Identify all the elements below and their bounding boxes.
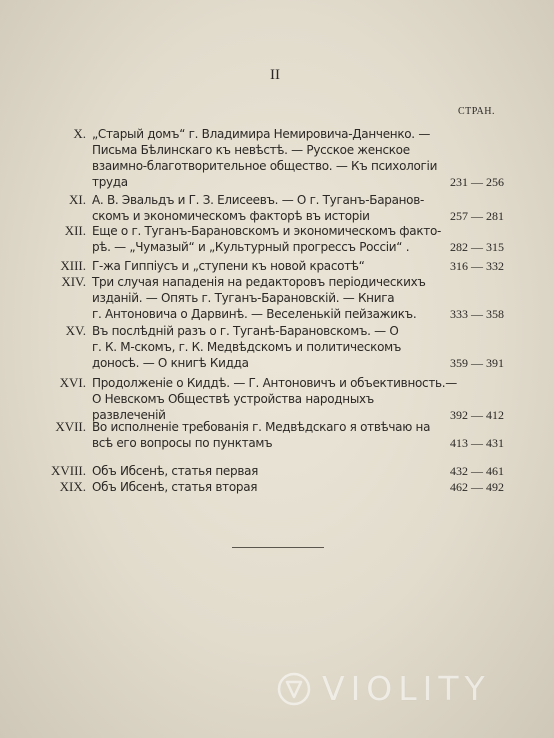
page-range: 316 — 332 <box>450 259 504 273</box>
page-range: 462 — 492 <box>450 480 504 494</box>
violity-logo-icon <box>276 671 312 707</box>
entry-title-line: Продолженіе о Киддѣ. — Г. Антоновичъ и объективность.— <box>92 376 457 390</box>
entry-title-line: всѣ его вопросы по пунктамъ <box>92 436 273 450</box>
entry-title-line: О Невскомъ Обществѣ устройства народныхъ <box>92 392 374 406</box>
chapter-numeral: XIV. <box>61 274 86 289</box>
entry-title-line: г. К. М-скомъ, г. К. Медвѣдскомъ и политическомъ <box>92 340 402 354</box>
entry-title-line: труда <box>92 175 128 189</box>
page-number: II <box>270 67 280 83</box>
page-range: 231 — 256 <box>450 175 504 189</box>
entry-title-line: А. В. Эвальдъ и Г. З. Елисеевъ. — О г. Туганъ-Баранов- <box>92 193 425 207</box>
entry-title-line: рѣ. — „Чумазый“ и „Культурный прогрессъ Россіи“ . <box>92 240 410 254</box>
entry-title-line: изданій. — Опять г. Туганъ-Барановскій. — Книга <box>92 291 395 305</box>
chapter-numeral: X. <box>73 126 86 141</box>
chapter-numeral: XIII. <box>60 258 86 273</box>
chapter-numeral: XIX. <box>59 479 86 494</box>
entry-title-line: Во исполненіе требованія г. Медвѣдскаго я отвѣчаю на <box>92 420 431 434</box>
chapter-numeral: XII. <box>64 223 86 238</box>
entry-title-line: Три случая нападенія на редакторовъ періодическихъ <box>92 275 426 289</box>
entry-title-line: Еще о г. Туганъ-Барановскомъ и экономическомъ факто- <box>92 224 442 238</box>
page-range: 333 — 358 <box>450 307 504 321</box>
chapter-numeral: XVIII. <box>50 463 86 478</box>
entry-title-line: Г-жа Гиппіусъ и „ступени къ новой красотѣ“ <box>92 259 365 273</box>
watermark-text: VIOLITY <box>322 669 491 708</box>
entry-title-line: Объ Ибсенѣ, статья вторая <box>92 480 258 494</box>
entry-title-line: „Старый домъ“ г. Владимира Немировича-Данченко. — <box>92 127 431 141</box>
entry-title-line: Въ послѣдній разъ о г. Туганѣ-Барановскомъ. — О <box>92 324 399 338</box>
page-range: 282 — 315 <box>450 240 504 254</box>
entry-title-line: скомъ и экономическомъ факторѣ въ исторіи <box>92 209 370 223</box>
chapter-numeral: XI. <box>69 192 86 207</box>
entry-title-line: г. Антоновича о Дарвинѣ. — Веселенькій пейзажикъ. <box>92 307 417 321</box>
pages-column-header: СТРАН. <box>458 106 496 117</box>
page-range: 257 — 281 <box>450 209 504 223</box>
page-range: 432 — 461 <box>450 464 504 478</box>
entry-title-line: Объ Ибсенѣ, статья первая <box>92 464 259 478</box>
chapter-numeral: XV. <box>65 323 86 338</box>
entry-title-line: взаимно-благотворительное общество. — Къ психологіи <box>92 159 438 173</box>
chapter-numeral: XVI. <box>59 375 86 390</box>
chapter-numeral: XVII. <box>55 419 86 434</box>
divider-rule <box>232 547 324 548</box>
page-range: 392 — 412 <box>450 408 504 422</box>
entry-title-line: развлеченій <box>92 408 166 422</box>
entry-title-line: Письма Бѣлинскаго къ невѣстѣ. — Русское женское <box>92 143 410 157</box>
page-range: 359 — 391 <box>450 356 504 370</box>
entry-title-line: доносѣ. — О книгѣ Кидда <box>92 356 249 370</box>
watermark <box>276 669 491 708</box>
page-range: 413 — 431 <box>450 436 504 450</box>
